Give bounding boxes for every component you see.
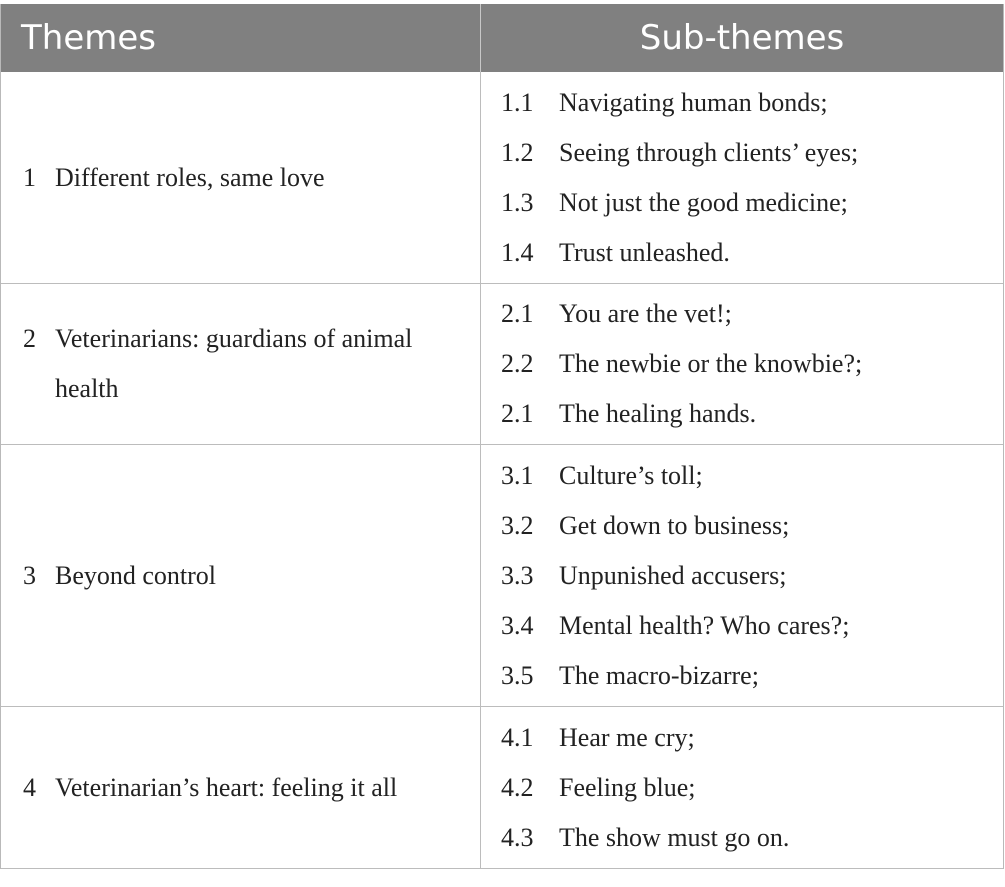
table-header <box>1 4 1003 72</box>
theme-cell <box>1 72 481 283</box>
theme-number: 4 <box>23 772 36 802</box>
theme-title: Beyond control <box>55 560 217 590</box>
table-row <box>1 707 1003 869</box>
subtheme-item <box>501 551 1003 601</box>
subtheme-item <box>501 713 1003 763</box>
subtheme-text: Not just the good medicine; <box>559 187 848 217</box>
theme-cell <box>1 707 481 868</box>
theme-number: 1 <box>23 162 36 192</box>
theme-cell <box>1 284 481 444</box>
subtheme-number: 2.1 <box>501 399 534 428</box>
subtheme-text: Navigating human bonds; <box>559 87 828 117</box>
subtheme-number: 2.1 <box>501 299 534 328</box>
theme-title: Different roles, same love <box>55 162 325 192</box>
subtheme-item <box>501 178 1003 228</box>
subtheme-item <box>501 339 1003 389</box>
themes-column-header: Themes <box>1 4 481 72</box>
subtheme-item <box>501 601 1003 651</box>
subtheme-item <box>501 651 1003 701</box>
subtheme-number: 4.1 <box>501 722 534 752</box>
table-row <box>1 284 1003 445</box>
subtheme-number: 1.3 <box>501 187 534 217</box>
theme-number: 2 <box>23 324 36 353</box>
table-row <box>1 445 1003 707</box>
subtheme-text: The healing hands. <box>559 399 757 428</box>
subtheme-number: 3.5 <box>501 660 534 690</box>
subtheme-number: 4.2 <box>501 772 534 802</box>
subtheme-text: Get down to business; <box>559 510 790 540</box>
subtheme-item <box>501 389 1003 439</box>
subtheme-item <box>501 763 1003 813</box>
subtheme-number: 4.3 <box>501 822 534 852</box>
subtheme-number: 3.1 <box>501 460 534 490</box>
theme-title: Veterinarians: guardians of animal health <box>55 324 413 403</box>
themes-table <box>0 4 1004 869</box>
subtheme-number: 3.4 <box>501 610 534 640</box>
subtheme-text: Trust unleashed. <box>559 237 730 267</box>
subtheme-text: Mental health? Who cares?; <box>559 610 850 640</box>
subtheme-number: 3.3 <box>501 560 534 590</box>
subtheme-item <box>501 128 1003 178</box>
subtheme-text: Feeling blue; <box>559 772 696 802</box>
subtheme-item <box>501 451 1003 501</box>
theme-cell <box>1 445 481 706</box>
subthemes-cell <box>481 445 1003 706</box>
subtheme-item <box>501 813 1003 863</box>
subtheme-item <box>501 78 1003 128</box>
subtheme-text: Unpunished accusers; <box>559 560 787 590</box>
subtheme-number: 1.4 <box>501 237 534 267</box>
subtheme-text: Hear me cry; <box>559 722 695 752</box>
table-row <box>1 72 1003 284</box>
subtheme-number: 3.2 <box>501 510 534 540</box>
subthemes-cell <box>481 284 1003 444</box>
subtheme-item <box>501 501 1003 551</box>
subthemes-column-header: Sub-themes <box>639 18 845 58</box>
subtheme-text: The show must go on. <box>559 822 790 852</box>
subtheme-text: Seeing through clients’ eyes; <box>559 137 859 167</box>
subtheme-text: The newbie or the knowbie?; <box>559 349 863 378</box>
subtheme-text: You are the vet!; <box>559 299 732 328</box>
subtheme-item <box>501 289 1003 339</box>
subtheme-text: The macro-bizarre; <box>559 660 759 690</box>
theme-number: 3 <box>23 560 36 590</box>
subtheme-text: Culture’s toll; <box>559 460 703 490</box>
subthemes-cell <box>481 707 1003 868</box>
subtheme-number: 1.2 <box>501 137 534 167</box>
subtheme-number: 2.2 <box>501 349 534 378</box>
theme-title: Veterinarian’s heart: feeling it all <box>55 772 398 802</box>
subthemes-cell <box>481 72 1003 283</box>
subtheme-item <box>501 228 1003 278</box>
subtheme-number: 1.1 <box>501 87 534 117</box>
